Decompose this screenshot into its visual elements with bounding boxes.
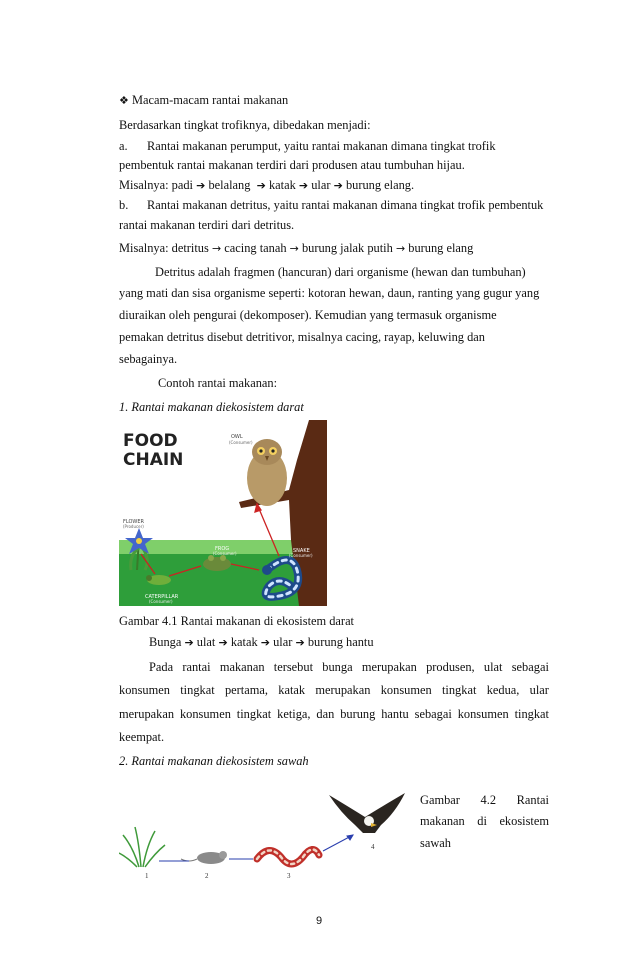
owl-icon [247, 439, 287, 506]
item-b-line2: rantai makanan terdiri dari detritus. [119, 218, 295, 232]
chain-item: ulat [196, 635, 216, 649]
frog-label: FROG [215, 546, 230, 552]
explanation-line3 [119, 706, 549, 722]
word: Rantai [516, 793, 549, 807]
explanation-line1 [149, 659, 549, 675]
arrow-right-icon: ➔ [260, 636, 270, 649]
food-chain-figure [119, 420, 327, 606]
word: makanan [219, 660, 265, 674]
word: Pada [149, 660, 174, 674]
heading-text: Macam-macam rantai makanan [131, 93, 289, 107]
word: hantu [381, 707, 409, 721]
section2-title: 2. Rantai makanan diekosistem sawah [119, 754, 309, 768]
figure2-caption-line3: sawah [420, 836, 451, 850]
item-a-marker: a. [119, 139, 128, 153]
word: pertama, [224, 683, 268, 697]
arrow-right-icon: ➔ [333, 179, 343, 192]
word: tingkat [236, 707, 272, 721]
chain-item: burung jalak putih [301, 241, 393, 255]
rat-icon [181, 851, 227, 864]
word: konsumen [119, 683, 170, 697]
snake-role-label: (Consumer) [289, 553, 313, 558]
explanation-line2 [119, 682, 549, 698]
figure-title-line1: FOOD [123, 431, 178, 451]
word: dan [316, 707, 335, 721]
arrow-head [347, 835, 353, 840]
arrow-right-icon: ➔ [298, 179, 309, 192]
snake-label: SNAKE [293, 548, 310, 554]
word: ketiga, [277, 707, 311, 721]
word: merupakan [315, 683, 371, 697]
chain1 [149, 634, 374, 651]
detritus-line: diuraikan oleh pengurai (dekomposer). Kemudian yang termasuk organisme [119, 308, 497, 322]
word: sebagai [511, 660, 549, 674]
word: tingkat [514, 707, 549, 721]
arrow-right-icon: ➔ [256, 179, 266, 192]
word: konsumen [179, 707, 231, 721]
word: produsen, [426, 660, 475, 674]
number-label: 4 [371, 843, 375, 851]
example-b-prefix: Misalnya: detritus [119, 241, 209, 255]
figure-title-line2: CHAIN [123, 450, 184, 470]
chain-item: ular [311, 178, 331, 192]
word: burung [340, 707, 376, 721]
word: kedua, [486, 683, 520, 697]
page-number: 9 [315, 915, 323, 927]
chain-item: katak [230, 635, 258, 649]
word: konsumen [457, 707, 509, 721]
chain-item: belalang [208, 178, 251, 192]
word: di [477, 814, 487, 828]
caterpillar-role-label: (Consumer) [149, 599, 173, 604]
number-label: 3 [287, 872, 291, 880]
arrow-right-icon: → [289, 242, 299, 255]
word: ular [529, 683, 549, 697]
word: katak [278, 683, 306, 697]
flower-role-label: (Producer) [123, 524, 144, 529]
word: rantai [182, 660, 211, 674]
example-b [119, 240, 473, 257]
word: konsumen [380, 683, 432, 697]
chain-item: cacing tanah [224, 241, 287, 255]
arrow-right-icon: ➔ [184, 636, 194, 649]
section-heading [119, 92, 288, 109]
item-b-marker: b. [119, 198, 129, 212]
arrow-right-icon: ➔ [218, 636, 228, 649]
chain-item: Bunga [149, 635, 182, 649]
explanation-line4: keempat. [119, 730, 165, 744]
sawah-food-chain-figure [119, 787, 409, 883]
word: tingkat [180, 683, 215, 697]
chain-item: katak [268, 178, 296, 192]
figure2-caption-line2 [420, 813, 549, 829]
word: bunga [322, 660, 353, 674]
detritus-line: pemakan detritus disebut detritivor, misalnya cacing, rayap, keluwing dan [119, 330, 485, 344]
contoh-heading: Contoh rantai makanan: [158, 376, 278, 390]
arrow-right-icon: ➔ [295, 636, 305, 649]
figure1-caption: Gambar 4.1 Rantai makanan di ekosistem darat [119, 614, 355, 628]
chain-item: burung elang [408, 241, 474, 255]
rice-plant-icon [119, 827, 165, 867]
word: tersebut [273, 660, 314, 674]
frog-role-label: (Consumer) [213, 551, 237, 556]
item-b-line1: Rantai makanan detritus, yaitu rantai makanan dimana tingkat trofik pembentuk [147, 198, 544, 212]
owl-label: OWL [231, 434, 243, 440]
figure2-caption-line1 [420, 792, 549, 808]
arrow-right-icon: → [395, 242, 406, 255]
number-label: 2 [205, 872, 209, 880]
section1-title: 1. Rantai makanan diekosistem darat [119, 400, 304, 414]
detritus-line: Detritus adalah fragmen (hancuran) dari organisme (hewan dan tumbuhan) [155, 265, 526, 279]
flower-label: FLOWER [123, 519, 144, 525]
detritus-line: yang mati dan sisa organisme seperti: kotoran hewan, daun, ranting yang gugur yang [119, 286, 540, 300]
arrow-right-icon: → [211, 242, 222, 255]
item-a-line2: pembentuk rantai makanan terdiri dari produsen atau tumbuhan hijau. [119, 158, 465, 172]
food-chain-illustration [119, 420, 327, 606]
chain-item: ular [273, 635, 293, 649]
word: ekosistem [499, 814, 549, 828]
word: merupakan [119, 707, 175, 721]
arrow-right-icon: ➔ [196, 179, 206, 192]
diamond-bullet-icon: ❖ [119, 94, 129, 107]
word: ulat [483, 660, 503, 674]
word: makanan [420, 814, 465, 828]
caterpillar-label: CATERPILLAR [145, 594, 179, 600]
number-label: 1 [145, 872, 149, 880]
owl-role-label: (Consumer) [229, 440, 253, 445]
sawah-illustration [119, 787, 409, 883]
word: Gambar [420, 793, 460, 807]
intro-text: Berdasarkan tingkat trofiknya, dibedakan menjadi: [119, 118, 371, 132]
word: 4.2 [480, 793, 497, 807]
detritus-line: sebagainya. [119, 352, 178, 366]
snake-sawah-icon [257, 849, 319, 864]
item-a-line1: Rantai makanan perumput, yaitu rantai makanan dimana tingkat trofik [147, 139, 496, 153]
example-a [119, 177, 414, 194]
word: sebagai [414, 707, 452, 721]
word: tingkat [441, 683, 477, 697]
chain-item: burung hantu [307, 635, 374, 649]
example-a-prefix: Misalnya: padi [119, 178, 193, 192]
word: merupakan [361, 660, 417, 674]
chain-item: burung elang. [345, 178, 415, 192]
eagle-icon [329, 793, 405, 833]
